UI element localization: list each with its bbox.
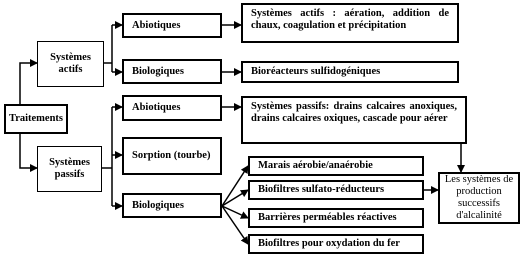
node-abiotiques-passifs-label: Abiotiques — [132, 102, 181, 113]
node-biologiques-actifs-label: Biologiques — [132, 65, 184, 77]
node-barrieres — [248, 208, 424, 228]
node-abiotiques-passifs — [122, 95, 222, 121]
bioreacteurs-text: Bioréacteurs sulfidogéniques — [251, 66, 381, 77]
node-biofiltres-fer — [248, 234, 424, 254]
node-traitements-label: Traitements — [8, 113, 64, 124]
node-systemes-production — [438, 172, 520, 224]
node-systemes-passifs — [37, 146, 102, 192]
systemes-actifs-description-text: Systèmes actifs : aération, addition de chaux, coagulation et précipitation — [251, 8, 449, 31]
node-abiotiques-actifs-label: Abiotiques — [132, 19, 181, 31]
arrow-traitements-actifs — [20, 63, 37, 104]
node-biofiltres-sulfato — [248, 180, 424, 200]
marais-text: Marais aérobie/anaérobie — [258, 160, 373, 171]
barrieres-text: Barrières perméables réactives — [258, 212, 397, 223]
arrow-traitements-passifs — [20, 134, 37, 168]
node-abiotiques-actifs — [122, 13, 222, 38]
node-sorption-tourbe — [122, 137, 222, 175]
node-biologiques-actifs — [122, 59, 222, 84]
biofiltres-fer-text: Biofiltres pour oxydation du fer — [258, 238, 400, 249]
systemes-production-text: Les systèmes de production successifs d'alcalinité — [444, 174, 514, 221]
node-marais — [248, 156, 424, 176]
arrow-bio-sulfato — [222, 190, 248, 206]
node-biologiques-passifs-label: Biologiques — [132, 199, 184, 211]
node-systemes-passifs-description — [241, 96, 467, 144]
biofiltres-sulfato-text: Biofiltres sulfato-réducteurs — [258, 184, 385, 195]
node-bioreacteurs — [241, 61, 459, 83]
node-systemes-actifs-label: Systèmes actifs — [50, 52, 91, 75]
node-systemes-actifs — [37, 41, 104, 87]
node-biologiques-passifs — [122, 193, 222, 218]
node-systemes-passifs-label: Systèmes passifs — [49, 157, 90, 180]
systemes-passifs-description-text: Systèmes passifs: drains calcaires anoxiques, drains calcaires oxiques, cascade pour aérer — [251, 101, 457, 124]
node-systemes-actifs-description — [241, 3, 459, 43]
node-sorption-tourbe-label: Sorption (tourbe) — [132, 150, 211, 161]
node-traitements — [4, 104, 68, 134]
arrow-bio-marais — [222, 166, 248, 206]
